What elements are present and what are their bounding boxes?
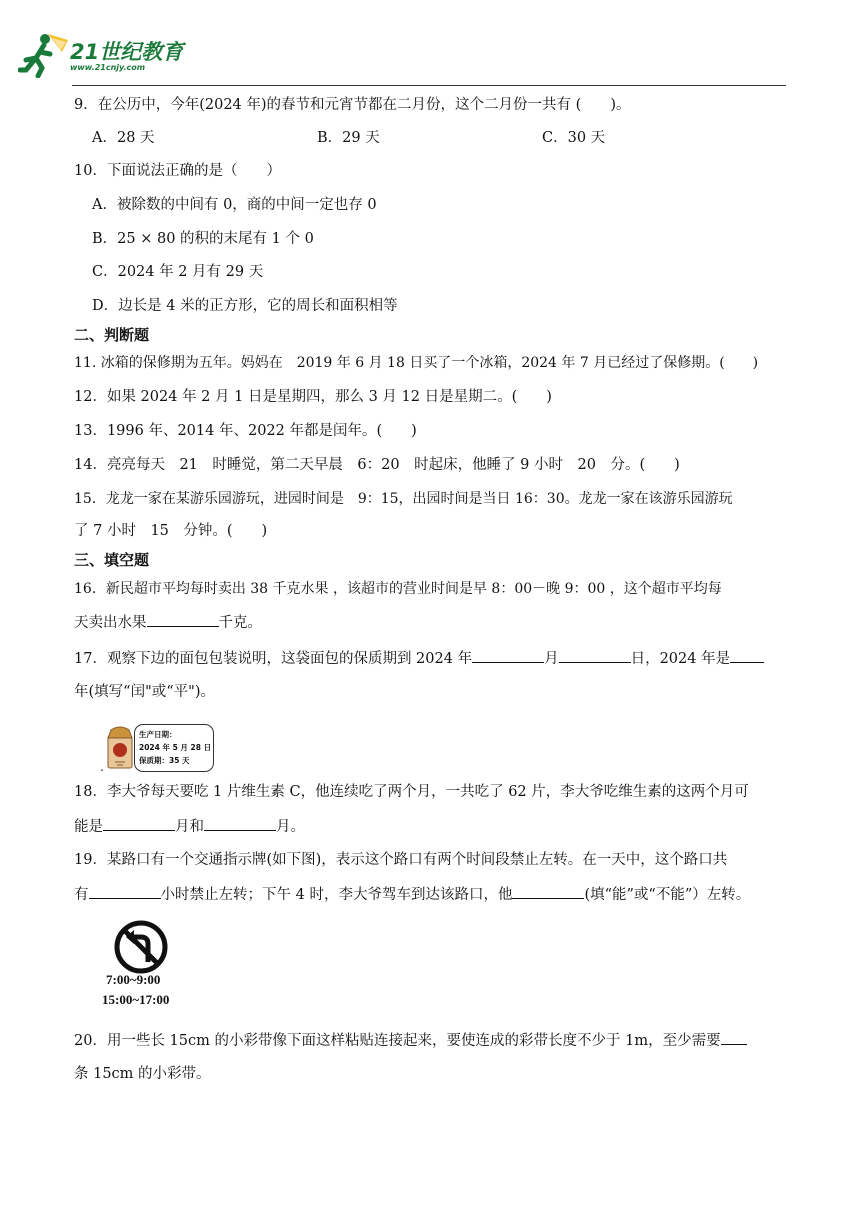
question-15-line2: 了 7 小时 15 分钟。( ): [74, 523, 268, 539]
question-14: 14．亮亮每天 21 时睡觉，第二天早晨 6：20 时起床，他睡了 9 小时 20 分。( ): [74, 457, 680, 473]
answer-blank[interactable]: [730, 648, 764, 663]
section-heading-judgement: 二、判断题: [74, 326, 150, 344]
answer-blank[interactable]: [559, 648, 631, 663]
logo: [18, 30, 198, 80]
logo-url: www.21cnjy.com: [70, 63, 146, 72]
question-17-line1: [74, 648, 764, 669]
question-13: 13．1996 年、2014 年、2022 年都是闰年。( ): [74, 423, 417, 439]
question-9-stem: 9．在公历中，今年(2024 年)的春节和元宵节都在二月份，这个二月份一共有 ( )。: [74, 97, 631, 113]
question-17-text-1: 17．观察下边的面包包装说明，这袋面包的保质期到 2024 年: [74, 651, 473, 667]
question-18-text-2: 月和: [175, 819, 204, 835]
section-heading-fill-in: 三、填空题: [74, 551, 150, 569]
bread-bag-icon: [105, 726, 135, 770]
question-9-option-c: C．30 天: [542, 130, 606, 146]
question-17-line2: 年(填写“闰"或“平")。: [74, 684, 215, 700]
question-20-text: 20．用一些长 15cm 的小彩带像下面这样粘贴连接起来，要使连成的彩带长度不少于 1m，至少需要: [74, 1033, 721, 1049]
question-10-option-c: C．2024 年 2 月有 29 天: [92, 264, 264, 280]
question-15-line1: 15．龙龙一家在某游乐园游玩，进园时间是 9：15，出园时间是当日 16：30。龙龙一家在该游乐园游玩: [74, 491, 733, 507]
answer-blank[interactable]: [512, 884, 584, 899]
label-dot: .: [100, 760, 104, 774]
answer-blank[interactable]: [721, 1030, 747, 1045]
question-20-line2: 条 15cm 的小彩带。: [74, 1066, 211, 1082]
question-19-line2: [74, 884, 750, 905]
question-10-option-a: A．被除数的中间有 0，商的中间一定也存 0: [92, 197, 377, 213]
label-production-date: 2024 年 5 月 28 日: [139, 743, 212, 752]
label-bubble: [134, 724, 214, 772]
question-17-text-3: 日，2024 年是: [630, 651, 731, 667]
question-17-text-2: 月: [544, 651, 559, 667]
sign-time-afternoon: 15:00~17:00: [102, 992, 170, 1007]
question-20-line1: [74, 1030, 747, 1051]
question-18-line1: 18．李大爷每天要吃 1 片维生素 C，他连续吃了两个月，一共吃了 62 片，李大爷吃维生素的这两个月可: [74, 784, 749, 800]
question-19-text-1: 有: [74, 887, 89, 903]
question-19-text-3: (填“能”或“不能”）左转。: [584, 887, 751, 903]
label-shelf-life: 保质期：35 天: [139, 756, 190, 765]
question-11: 11. 冰箱的保修期为五年。妈妈在 2019 年 6 月 18 日买了一个冰箱，2024 年 7 月已经过了保修期。( ): [74, 355, 759, 371]
answer-blank[interactable]: [204, 816, 276, 831]
question-10-option-b: B．25 × 80 的积的末尾有 1 个 0: [92, 231, 314, 247]
question-9-option-a: A．28 天: [92, 130, 155, 146]
question-10-stem: 10．下面说法正确的是（ ）: [74, 163, 281, 179]
question-18-line2: [74, 816, 305, 837]
question-19-line1: 19．某路口有一个交通指示牌(如下图)，表示这个路口有两个时间段禁止左转。在一天中，这个路口共: [74, 852, 728, 868]
question-10-option-d: D．边长是 4 米的正方形，它的周长和面积相等: [92, 298, 398, 314]
answer-blank[interactable]: [147, 612, 219, 627]
question-19-text-2: 小时禁止左转；下午 4 时，李大爷驾车到达该路口，他: [160, 887, 513, 903]
label-production-title: 生产日期：: [139, 730, 177, 739]
question-16-line2: [74, 612, 262, 633]
sign-time-morning: 7:00~9:00: [106, 972, 161, 987]
logo-brand: 21世纪教育: [70, 40, 184, 64]
traffic-sign: [100, 920, 190, 1012]
answer-blank[interactable]: [472, 648, 544, 663]
question-9-option-b: B．29 天: [317, 130, 380, 146]
question-18-text-3: 月。: [276, 819, 305, 835]
question-16-text-a: 天卖出水果: [74, 615, 147, 631]
question-12: 12．如果 2024 年 2 月 1 日是星期四，那么 3 月 12 日是星期二。( ): [74, 389, 552, 405]
bread-package-label: [100, 724, 216, 772]
question-16-line1: 16．新民超市平均每时卖出 38 千克水果 ，该超市的营业时间是早 8：00－晚 9：00 ，这个超市平均每: [74, 581, 722, 597]
question-18-text-1: 能是: [74, 819, 103, 835]
answer-blank[interactable]: [103, 816, 175, 831]
no-left-turn-sign-icon: [114, 920, 170, 974]
answer-blank[interactable]: [89, 884, 161, 899]
runner-logo-icon: [18, 30, 70, 78]
header-divider: [72, 85, 786, 86]
question-16-text-b: 千克。: [218, 615, 262, 631]
